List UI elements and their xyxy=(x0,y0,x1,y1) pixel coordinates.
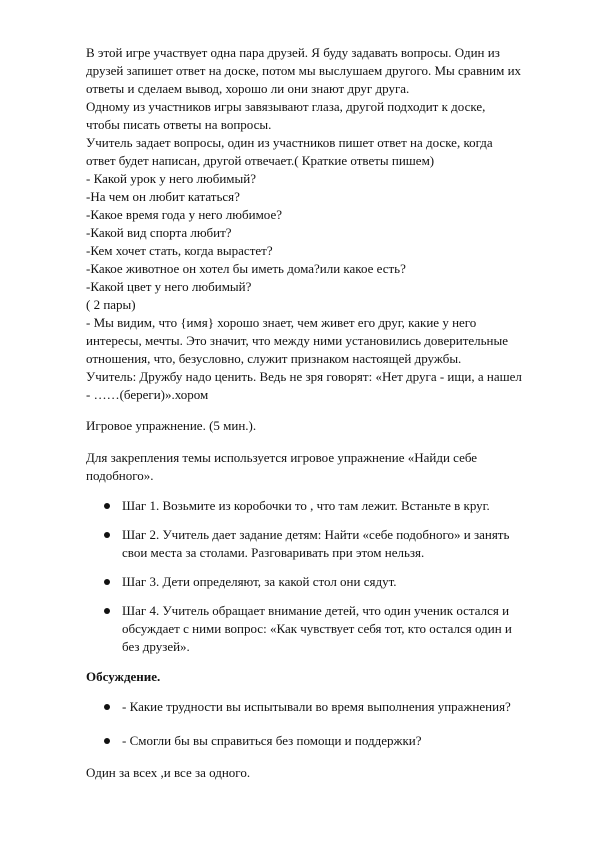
step-item: Шаг 2. Учитель дает задание детям: Найти «себе подобного» и занять xyxy=(122,527,510,542)
closing-line: Один за всех ,и все за одного. xyxy=(86,765,251,780)
intro-line: ответы и сделаем вывод, хорошо ли они знают друг друга. xyxy=(86,81,410,96)
intro-line: друзей запишет ответ на доске, потом мы выслушаем другого. Мы сравним их xyxy=(86,63,522,78)
pairs-note: ( 2 пары) xyxy=(86,297,136,312)
bullet-icon xyxy=(104,503,110,509)
question-line: -На чем он любит кататься? xyxy=(86,189,240,204)
bullet-icon xyxy=(104,579,110,585)
question-line: -Какой вид спорта любит? xyxy=(86,225,232,240)
exercise-intro-line: подобного». xyxy=(86,468,154,483)
step-item: Шаг 4. Учитель обращает внимание детей, что один ученик остался и xyxy=(122,603,510,618)
step-item: Шаг 3. Дети определяют, за какой стол они сядут. xyxy=(122,574,397,589)
bullet-icon xyxy=(104,532,110,538)
question-line: -Какое животное он хотел бы иметь дома?или какое есть? xyxy=(86,261,406,276)
intro-line: ответ будет написан, другой отвечает.( Краткие ответы пишем) xyxy=(86,153,435,168)
bullet-icon xyxy=(104,608,110,614)
conclusion-line: - ……(береги)».хором xyxy=(86,387,209,402)
exercise-intro-line: Для закрепления темы используется игровое упражнение «Найди себе xyxy=(86,450,478,465)
conclusion-line: Учитель: Дружбу надо ценить. Ведь не зря говорят: «Нет друга - ищи, а нашел xyxy=(86,369,522,384)
intro-line: чтобы писать ответы на вопросы. xyxy=(86,117,272,132)
exercise-title: Игровое упражнение. (5 мин.). xyxy=(86,418,257,433)
question-line: -Какой цвет у него любимый? xyxy=(86,279,252,294)
intro-line: В этой игре участвует одна пара друзей. Я буду задавать вопросы. Один из xyxy=(86,45,500,60)
intro-line: Одному из участников игры завязывают глаза, другой подходит к доске, xyxy=(86,99,486,114)
bullet-icon xyxy=(104,704,110,710)
step-item-cont: свои места за столами. Разговаривать при этом нельзя. xyxy=(122,545,425,560)
step-item-cont: без друзей». xyxy=(122,639,190,654)
step-item-cont: обсуждает с ними вопрос: «Как чувствует себя тот, кто остался один и xyxy=(122,621,512,636)
question-line: -Какое время года у него любимое? xyxy=(86,207,282,222)
conclusion-line: - Мы видим, что {имя} хорошо знает, чем живет его друг, какие у него xyxy=(86,315,477,330)
bullet-icon xyxy=(104,738,110,744)
intro-line: Учитель задает вопросы, один из участников пишет ответ на доске, когда xyxy=(86,135,493,150)
conclusion-line: интересы, мечты. Это значит, что между ними установились доверительные xyxy=(86,333,509,348)
discussion-item: - Какие трудности вы испытывали во время выполнения упражнения? xyxy=(122,699,511,714)
question-line: - Какой урок у него любимый? xyxy=(86,171,256,186)
step-item: Шаг 1. Возьмите из коробочки то , что там лежит. Встаньте в круг. xyxy=(122,498,490,513)
discussion-item: - Смогли бы вы справиться без помощи и поддержки? xyxy=(122,733,422,748)
conclusion-line: отношения, что, безусловно, служит признаком настоящей дружбы. xyxy=(86,351,462,366)
discussion-title: Обсуждение. xyxy=(86,669,161,684)
question-line: -Кем хочет стать, когда вырастет? xyxy=(86,243,273,258)
